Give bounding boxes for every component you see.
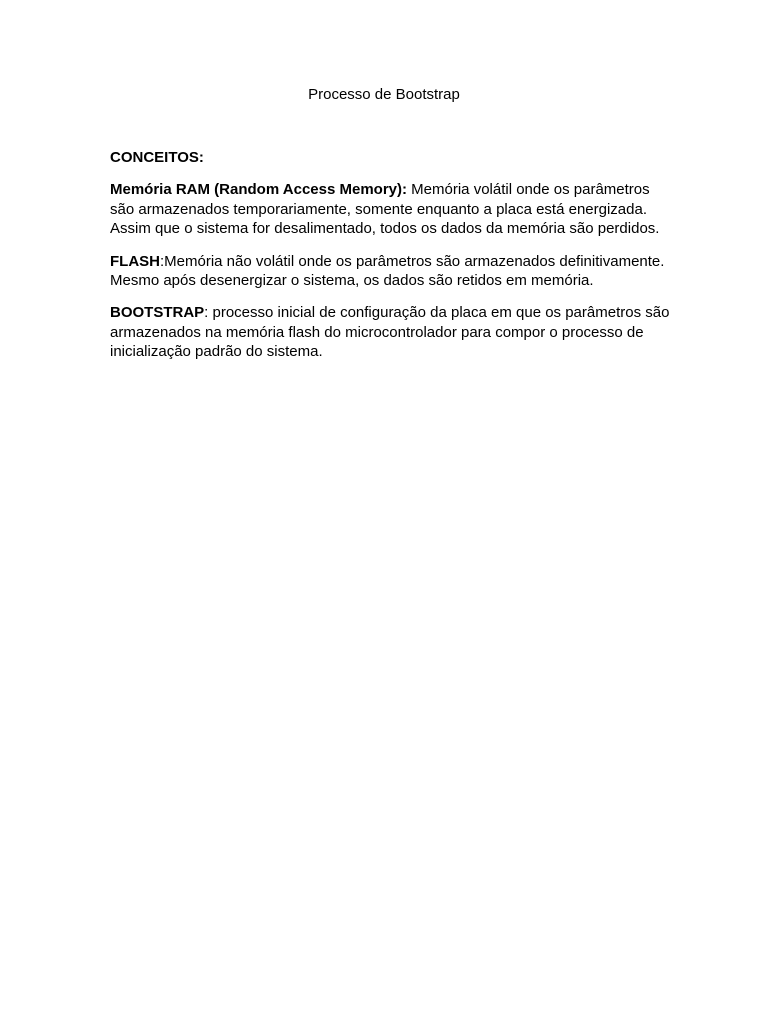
section-heading: CONCEITOS: [110, 149, 204, 166]
definition-term: Memória RAM (Random Access Memory): [110, 181, 408, 199]
document-body [110, 148, 670, 375]
definition-text: : processo inicial de configuração da placa em que os parâmetros são armazenados na memória flash do microcontrolador para compor o processo de inicialização padrão do sistema. [110, 304, 670, 361]
definition-text: Memória volátil onde os parâmetros são armazenados temporariamente, somente enquanto a placa está energizada. Assim que o sistema for desalimentado, todos os dados da memória são perdidos. [110, 181, 660, 238]
definition-ram [110, 180, 670, 238]
definition-bootstrap [110, 303, 670, 361]
definition-term: BOOTSTRAP [110, 304, 205, 322]
document-title: Processo de Bootstrap [308, 86, 460, 103]
definition-flash [110, 252, 670, 291]
definition-term: FLASH [110, 252, 160, 270]
definition-text: :Memória não volátil onde os parâmetros são armazenados definitivamente. Mesmo após desenergizar o sistema, os dados são retidos em memória. [110, 252, 665, 290]
